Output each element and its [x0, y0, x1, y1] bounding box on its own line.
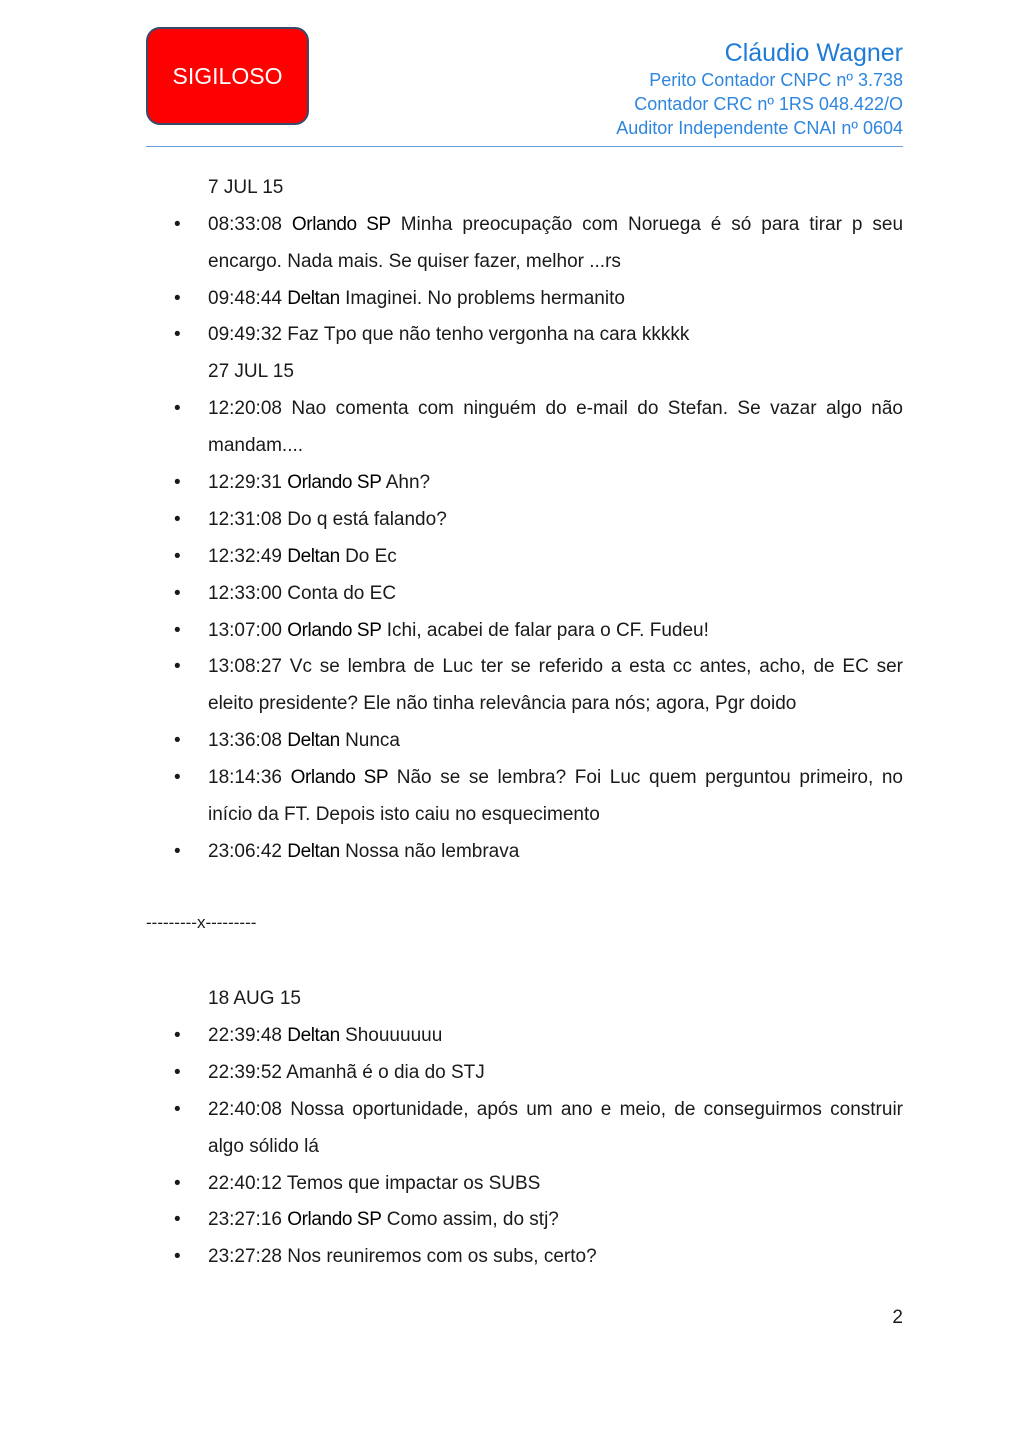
bullet-icon: •: [174, 398, 181, 419]
author-credential-3: Auditor Independente CNAI nº 0604: [616, 118, 903, 138]
message-text: Imaginei. No problems hermanito: [345, 288, 625, 309]
page-number: 2: [892, 1307, 903, 1328]
bullet-icon: •: [174, 472, 181, 493]
message-time: 23:27:16: [208, 1209, 282, 1230]
message-sender: Orlando SP: [287, 620, 382, 641]
message-text: Shouuuuuu: [345, 1025, 443, 1046]
message-time: 09:49:32: [208, 324, 282, 345]
bullet-icon: •: [174, 1025, 181, 1046]
list-item: [174, 1054, 903, 1091]
message-text: Do q está falando?: [287, 509, 447, 530]
author-credential-2: Contador CRC nº 1RS 048.422/O: [634, 94, 903, 114]
message-text: Nossa oportunidade, após um ano e meio, de conseguirmos construir algo sólido lá: [208, 1099, 904, 1157]
confidential-badge-label: SIGILOSO: [172, 62, 283, 89]
message-time: 22:40:12: [208, 1173, 282, 1194]
message-time: 23:06:42: [208, 841, 282, 862]
confidential-badge: [146, 27, 309, 125]
message-sender: Orlando SP: [291, 214, 391, 235]
list-item: [174, 648, 903, 722]
message-time: 13:07:00: [208, 620, 282, 641]
message-time: 22:40:08: [208, 1099, 282, 1120]
message-text: Nossa não lembrava: [345, 841, 520, 862]
list-item: [174, 1201, 903, 1238]
bullet-icon: •: [174, 1209, 181, 1230]
message-time: 12:32:49: [208, 546, 282, 567]
bullet-icon: •: [174, 1173, 181, 1194]
message-sender: Deltan: [287, 730, 340, 751]
header-divider: [146, 146, 903, 147]
section-separator: ---------x---------: [146, 913, 257, 932]
message-time: 18:14:36: [208, 767, 282, 788]
list-item: [174, 501, 903, 538]
bullet-icon: •: [174, 656, 181, 677]
list-item: [174, 206, 904, 280]
date-heading: 7 JUL 15: [208, 177, 284, 198]
message-sender: Deltan: [287, 288, 340, 309]
list-item: [174, 1165, 903, 1202]
list-item: [174, 759, 903, 833]
message-text: Conta do EC: [287, 583, 397, 604]
message-text: Como assim, do stj?: [386, 1209, 559, 1230]
letterhead: [616, 38, 903, 140]
message-time: 12:33:00: [208, 583, 282, 604]
list-item: [174, 464, 903, 501]
bullet-icon: •: [174, 730, 181, 751]
date-heading: 18 AUG 15: [208, 988, 301, 1009]
message-text: Temos que impactar os SUBS: [286, 1173, 541, 1194]
bullet-icon: •: [174, 583, 181, 604]
date-heading: 27 JUL 15: [208, 361, 294, 382]
message-text: Vc se lembra de Luc ter se referido a esta cc antes, acho, de EC ser eleito presidente? Ele não tinha relevância para nós; agora, Pgr doido: [208, 656, 903, 714]
message-time: 23:27:28: [208, 1246, 282, 1267]
bullet-icon: •: [174, 1062, 181, 1083]
message-time: 12:20:08: [208, 398, 282, 419]
bullet-icon: •: [174, 1246, 181, 1267]
message-sender: Deltan: [287, 546, 340, 567]
message-time: 13:08:27: [208, 656, 282, 677]
message-time: 22:39:48: [208, 1025, 282, 1046]
message-time: 09:48:44: [208, 288, 282, 309]
message-time: 08:33:08: [208, 214, 282, 235]
message-text: Nunca: [345, 730, 400, 751]
list-item: [174, 316, 903, 353]
message-text: Faz Tpo que não tenho vergonha na cara kkkkk: [287, 324, 690, 345]
list-item: [174, 538, 903, 575]
bullet-icon: •: [174, 288, 181, 309]
list-item: [174, 722, 903, 759]
bullet-icon: •: [174, 509, 181, 530]
message-time: 12:29:31: [208, 472, 282, 493]
message-text: Não se se lembra? Foi Luc quem perguntou primeiro, no início da FT. Depois isto caiu no esquecimento: [208, 767, 903, 825]
message-text: Nos reuniremos com os subs, certo?: [287, 1246, 597, 1267]
message-text: Minha preocupação com Noruega é só para tirar p seu encargo. Nada mais. Se quiser fazer, melhor ...rs: [208, 214, 904, 272]
list-item: [174, 390, 903, 464]
bullet-icon: •: [174, 214, 181, 235]
message-sender: Deltan: [287, 841, 340, 862]
message-sender: Orlando SP: [290, 767, 389, 788]
list-item: [174, 1091, 904, 1165]
list-item: [174, 1238, 903, 1275]
message-sender: Orlando SP: [287, 1209, 382, 1230]
list-item: [174, 280, 903, 317]
message-text: Nao comenta com ninguém do e-mail do Stefan. Se vazar algo não mandam....: [208, 398, 903, 456]
message-text: Ichi, acabei de falar para o CF. Fudeu!: [386, 620, 709, 641]
message-time: 22:39:52: [208, 1062, 282, 1083]
author-name: Cláudio Wagner: [724, 39, 903, 67]
bullet-icon: •: [174, 546, 181, 567]
message-time: 12:31:08: [208, 509, 282, 530]
list-item: [174, 612, 903, 649]
message-text: Ahn?: [385, 472, 431, 493]
bullet-icon: •: [174, 841, 181, 862]
message-time: 13:36:08: [208, 730, 282, 751]
message-text: Amanhã é o dia do STJ: [286, 1062, 485, 1083]
message-sender: Orlando SP: [287, 472, 382, 493]
bullet-icon: •: [174, 620, 181, 641]
bullet-icon: •: [174, 767, 181, 788]
list-item: [174, 575, 903, 612]
bullet-icon: •: [174, 324, 181, 345]
list-item: [174, 833, 903, 870]
list-item: [174, 1017, 903, 1054]
message-text: Do Ec: [345, 546, 397, 567]
author-credential-1: Perito Contador CNPC nº 3.738: [649, 70, 903, 90]
message-sender: Deltan: [287, 1025, 340, 1046]
bullet-icon: •: [174, 1099, 181, 1120]
